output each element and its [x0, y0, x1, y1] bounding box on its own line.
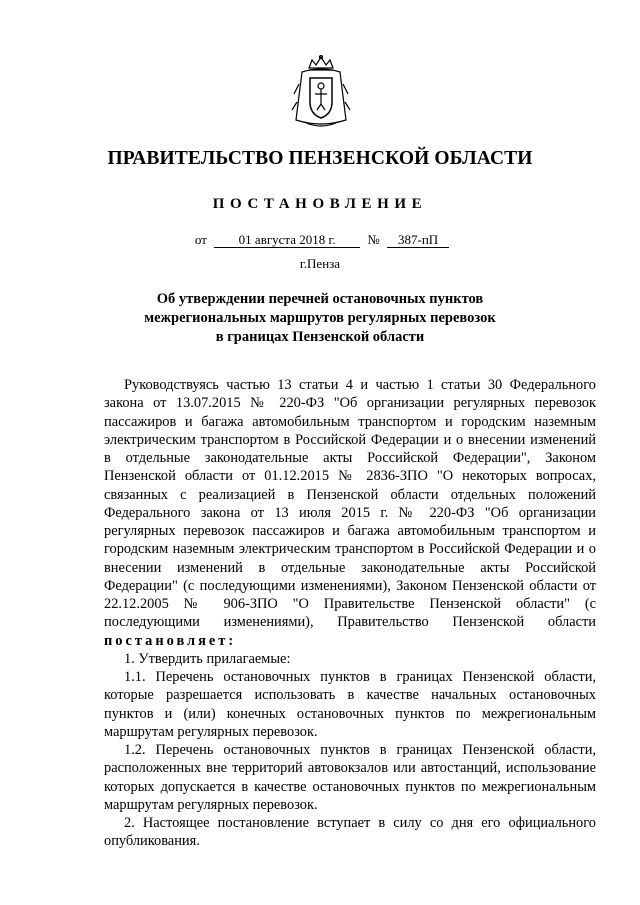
- document-date: 01 августа 2018 г.: [214, 232, 360, 248]
- item-1-1: 1.1. Перечень остановочных пунктов в границах Пензенской области, которые разрешается использовать в качестве начальных остановочных пунктов и (или) конечных остановочных пунктов по межрегиональным маршрутам регулярных перевозок.: [104, 669, 596, 740]
- subject-line: в границах Пензенской области: [215, 329, 425, 345]
- item-1-2: 1.2. Перечень остановочных пунктов в границах Пензенской области, расположенных вне территорий автовокзалов или автостанций, использование которых допускается в качестве остановочных пунктов по межрегиональным маршрутам регулярных перевозок.: [104, 742, 596, 813]
- decree-word: постановляет:: [104, 632, 237, 649]
- subject-line: Об утверждении перечней остановочных пунктов: [156, 291, 484, 307]
- government-title: ПРАВИТЕЛЬСТВО ПЕНЗЕНСКОЙ ОБЛАСТИ: [107, 148, 533, 169]
- penza-region-coat-of-arms-icon: [290, 54, 352, 130]
- document-body: [104, 376, 596, 851]
- date-number-row: [0, 232, 640, 248]
- document-type: ПОСТАНОВЛЕНИЕ: [212, 196, 428, 212]
- item-2: 2. Настоящее постановление вступает в силу со дня его официального опубликования.: [104, 815, 596, 850]
- number-label: №: [367, 232, 380, 247]
- city: г.Пенза: [299, 256, 341, 271]
- preamble-text: Руководствуясь частью 13 статьи 4 и частью 1 статьи 30 Федерального закона от 13.07.2015 № 220-ФЗ "Об организации регулярных перевозок пассажиров и багажа автомобильным транспортом и городским наземным электрическим транспортом в Российской Федерации и о внесении изменений в отдельные законодательные акты Российской Федерации", Законом Пензенской области от 01.12.2015 № 2836-ЗПО "О некоторых вопросах, связанных с реализацией в Пензенской области отдельных положений Федерального закона от 13 июля 2015 г. № 220-ФЗ "Об организации регулярных перевозок пассажиров и багажа автомобильным транспортом и городским наземным электрическим транспортом в Российской Федерации и о внесении изменений в отдельные законодательные акты Российской Федерации" (с последующими изменениями), Законом Пензенской области от 22.12.2005 № 906-ЗПО "О Правительстве Пензенской области" (с последующими изменениями), Правительство Пензенской области: [104, 377, 596, 631]
- preamble-paragraph: [104, 376, 596, 650]
- document-subject: [120, 290, 520, 347]
- document-number: 387-пП: [387, 232, 449, 248]
- item-1: 1. Утвердить прилагаемые:: [124, 650, 291, 667]
- from-label: от: [194, 232, 207, 247]
- subject-line: межрегиональных маршрутов регулярных перевозок: [144, 310, 496, 326]
